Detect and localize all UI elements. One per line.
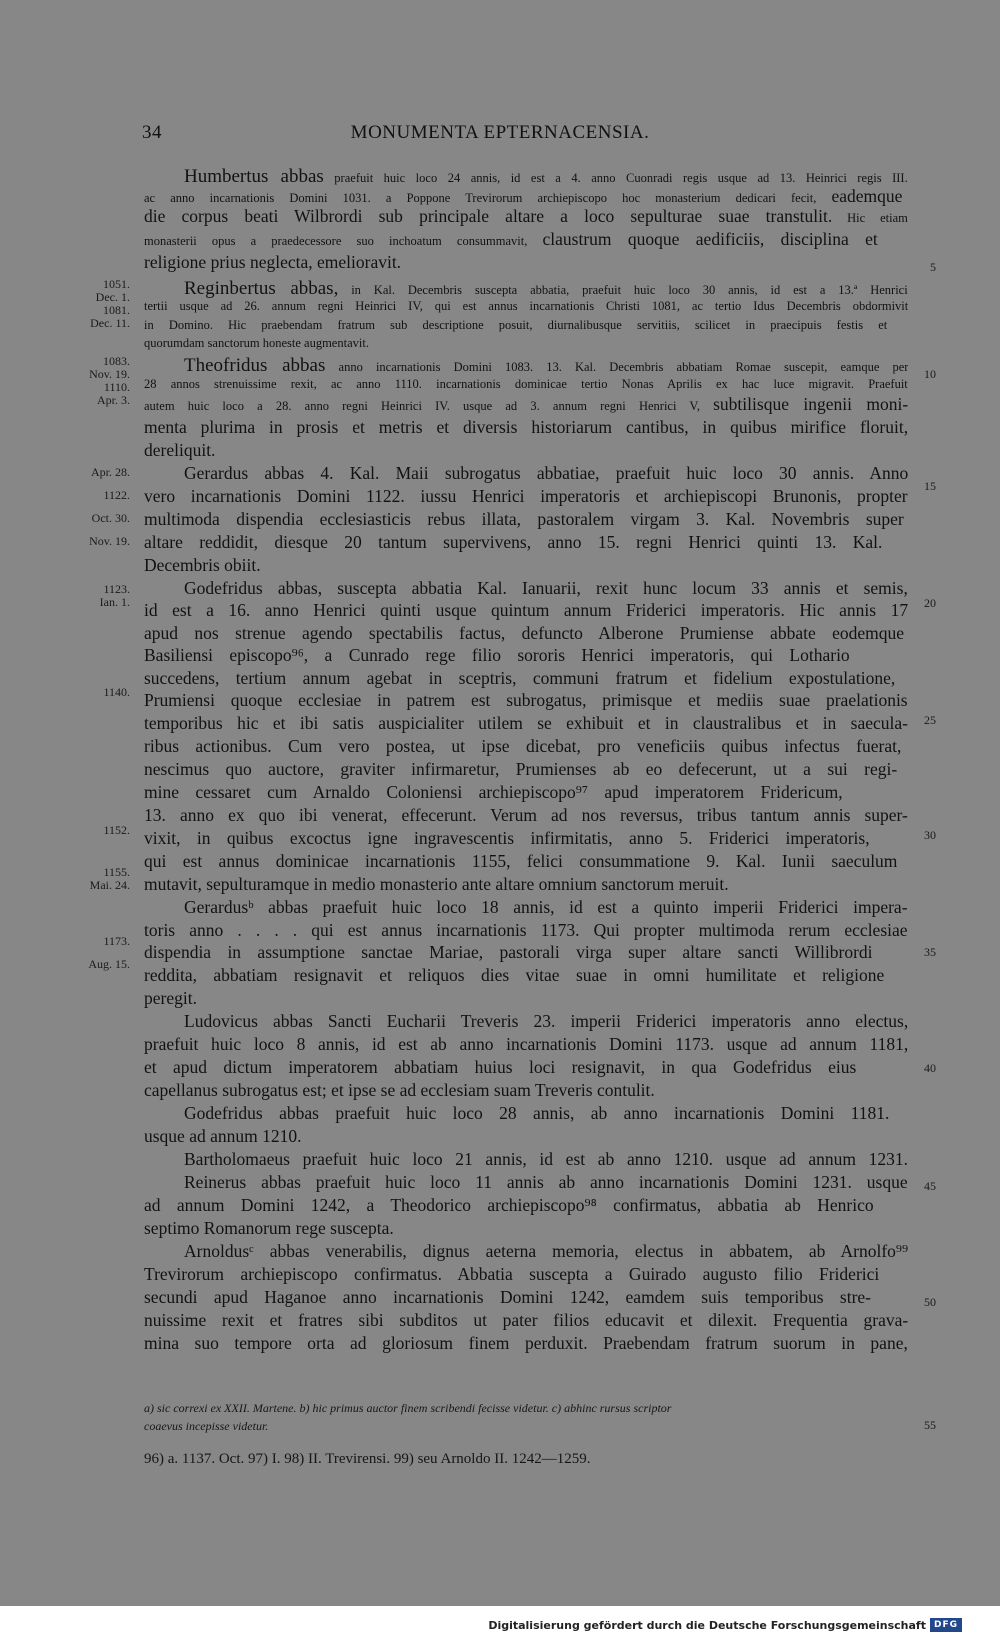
text-line <box>144 252 401 273</box>
text-line <box>144 486 908 507</box>
text-segment: septimo Romanorum rege suscepta. <box>144 1218 394 1238</box>
text-segment: Godefridus abbas praefuit huic loco 28 annis, ab anno incarnationis Domini 1181. <box>184 1103 890 1123</box>
text-line <box>144 600 908 621</box>
text-segment: 28 annos strenuissime rexit, ac anno 1110. incarnationis dominicae tertio Nonas Aprilis ex hac luce migravit. Praefuit <box>144 377 908 391</box>
text-line <box>144 713 908 734</box>
text-segment: Hic etiam <box>832 211 908 225</box>
text-segment: ac anno incarnationis Domini 1031. a Poppone Trevirorum archiepiscopo hoc monasterium dedicari fecit, <box>144 191 832 205</box>
text-segment: tertii usque ad 26. annum regni Heinrici IV, qui est annus incarnationis Christi 1081, ac tertio Idus Decembris obdormivit <box>144 299 909 313</box>
text-segment: reddita, abbatiam resignavit et reliquos dies vitae suae in omni humilitate et religione <box>144 965 885 985</box>
line-number: 40 <box>924 1061 936 1075</box>
text-segment: praefuit huic loco 8 annis, id est ab anno incarnationis Domini 1173. usque ad annum 1181, <box>144 1034 909 1054</box>
text-line <box>184 1011 908 1032</box>
text-line <box>184 1149 908 1170</box>
text-line <box>144 736 901 757</box>
text-segment: succedens, tertium annum agebat in sceptris, communi fratrum et fidelium expostulatione, <box>144 668 896 688</box>
text-segment: ad annum Domini 1242, a Theodorico archiepiscopo⁹⁸ confirmatus, abbatia ab Henrico <box>144 1195 874 1215</box>
text-line <box>184 1103 889 1124</box>
text-line <box>144 509 904 530</box>
text-segment: mine cessaret cum Arnaldo Coloniensi archiepiscopo⁹⁷ apud imperatorem Fridericum, <box>144 782 843 802</box>
text-line <box>144 1057 856 1078</box>
text-line <box>144 1310 908 1331</box>
text-line <box>144 375 908 393</box>
margin-date: 1123. Ian. 1. <box>99 582 130 609</box>
text-segment: in Domino. Hic praebendam fratrum sub descriptione posuit, diurnalibusque servitiis, scilicet in praecipuis festis et <box>144 318 888 332</box>
text-segment: Arnoldusᶜ abbas venerabilis, dignus aeterna memoria, electus in abbatem, ab Arnolfo⁹⁹ <box>184 1241 909 1261</box>
margin-date: 1083. Nov. 19. 1110. Apr. 3. <box>89 354 130 407</box>
text-segment: altare reddidit, diesque 20 tantum supervivens, anno 15. regni Henrici quinti 13. Kal. <box>144 532 883 552</box>
text-line <box>144 1034 908 1055</box>
text-line <box>144 988 197 1009</box>
text-line <box>144 1333 908 1354</box>
credit-bar <box>488 1614 962 1636</box>
text-line <box>144 1287 871 1308</box>
text-segment: Gerardusᵇ abbas praefuit huic loco 18 annis, id est a quinto imperii Friderici impera- <box>184 897 908 917</box>
text-segment: Ludovicus abbas Sancti Eucharii Treveris 23. imperii Friderici imperatoris anno electus, <box>184 1011 909 1031</box>
text-line <box>144 668 895 689</box>
text-segment: ribus actionibus. Cum vero postea, ut ipse dicebat, pro veneficiis quibus infectus fuerat, <box>144 736 902 756</box>
text-segment: Trevirorum archiepiscopo confirmatus. Abbatia suscepta a Guirado augusto filio Friderici <box>144 1264 880 1284</box>
text-segment: subtilisque ingenii moni- <box>713 394 909 414</box>
text-segment: vixit, in quibus excoctus igne ingravescentis infirmitatis, anno 5. Friderici imperatoris, <box>144 828 870 848</box>
text-segment: quorumdam sanctorum honeste augmentavit. <box>144 336 369 350</box>
text-segment: toris anno . . . . qui est annus incarnationis 1173. Qui propter multimoda rerum ecclesiae <box>144 920 908 940</box>
margin-date: Oct. 30. <box>91 511 130 525</box>
text-segment: vero incarnationis Domini 1122. iussu Henrici imperatoris et archiepiscopi Brunonis, propter <box>144 486 908 506</box>
text-line <box>184 897 908 918</box>
text-segment: nuissime rexit et fratres sibi subditos ut pater filios educavit et dilexit. Frequentia grava- <box>144 1310 909 1330</box>
text-line <box>184 578 908 599</box>
text-line <box>144 440 215 461</box>
text-segment: 13. anno ex quo ibi venerat, effecerunt. Verum ad nos reversus, tribus tantum annis super- <box>144 805 908 825</box>
page-title: MONUMENTA EPTERNACENSIA. <box>350 122 650 143</box>
margin-date: 1140. <box>103 685 130 699</box>
text-segment: Decembris obiit. <box>144 555 261 575</box>
text-segment: dereliquit. <box>144 440 216 460</box>
text-line <box>144 851 897 872</box>
text-segment: religione prius neglecta, emelioravit. <box>144 252 402 272</box>
margin-date: Aug. 15. <box>88 957 130 971</box>
endnotes: 96) a. 1137. Oct. 97) I. 98) II. Trevirensi. 99) seu Arnoldo II. 1242—1259. <box>144 1451 591 1467</box>
text-line <box>184 463 908 484</box>
text-line <box>144 206 908 227</box>
text-line <box>144 805 908 826</box>
footnote-line: a) sic correxi ex XXII. Martene. b) hic primus auctor finem scribendi fecisse videtur. c) abhinc rursus scriptor <box>144 1401 672 1415</box>
text-line <box>144 297 908 315</box>
text-line <box>144 417 908 438</box>
line-number: 50 <box>924 1295 936 1309</box>
text-segment: eademque <box>831 186 903 206</box>
text-line <box>184 355 908 377</box>
text-line <box>184 1172 908 1193</box>
text-line <box>144 623 904 644</box>
text-segment: nescimus quo auctore, graviter infirmaretur, Prumienses ab eo defecerunt, ut a sui regi- <box>144 759 898 779</box>
text-segment: dispendia in assumptione sanctae Mariae, pastorali virga super altare sancti Willibrordi <box>144 942 873 962</box>
line-number: 30 <box>924 828 936 842</box>
text-line <box>144 645 850 666</box>
text-line <box>144 1080 655 1101</box>
text-segment: peregit. <box>144 988 197 1008</box>
text-line <box>144 965 884 986</box>
text-segment: et apud dictum imperatorem abbatiam huius loci resignavit, in qua Godefridus eius <box>144 1057 857 1077</box>
text-line <box>144 229 878 250</box>
credit-text: Digitalisierung gefördert durch die Deutsche Forschungsgemeinschaft <box>488 1618 926 1632</box>
margin-date: 1152. <box>103 823 130 837</box>
text-segment: mina suo tempore orta ad gloriosum finem perduxit. Praebendam fratrum suorum in pane, <box>144 1333 908 1353</box>
margin-date: 1122. <box>103 488 130 502</box>
text-line <box>144 874 729 895</box>
text-line <box>184 1241 908 1262</box>
text-segment: Theofridus abbas <box>184 355 326 376</box>
text-segment: Prumiensi quoque ecclesiae in patrem est subrogatus, primisque et mediis suae praelationis <box>144 690 908 710</box>
text-segment: die corpus beati Wilbrordi sub principale altare a loco sepulturae suae transtulit. <box>144 206 833 226</box>
text-segment: mutavit, sepulturamque in medio monasterio ante altare omnium sanctorum meruit. <box>144 874 729 894</box>
text-line <box>144 555 261 576</box>
text-segment: in Kal. Decembris suscepta abbatia, praefuit huic loco 30 annis, id est a 13.ª Henrici <box>338 283 908 297</box>
text-line <box>144 1264 879 1285</box>
text-segment: menta plurima in prosis et metris et diversis historiarum cantibus, in quibus mirifice floruit, <box>144 417 909 437</box>
text-line <box>144 334 369 352</box>
text-segment: praefuit huic loco 24 annis, id est a 4. anno Cuonradi regis usque ad 13. Heinrici regis III. <box>323 171 908 185</box>
text-segment: claustrum quoque aedificiis, disciplina et <box>542 229 878 249</box>
text-line <box>144 828 870 849</box>
text-line <box>144 1218 394 1239</box>
text-segment: Basiliensi episcopo⁹⁶, a Cunrado rege filio sororis Henrici imperatoris, qui Lothario <box>144 645 850 665</box>
text-segment: monasterii opus a praedecessore suo inchoatum consummavit, <box>144 234 543 248</box>
text-segment: Reinerus abbas praefuit huic loco 11 annis ab anno incarnationis Domini 1231. usque <box>184 1172 908 1192</box>
line-number: 20 <box>924 596 936 610</box>
text-segment: Humbertus abbas <box>184 166 324 187</box>
margin-date: 1173. <box>103 934 130 948</box>
text-segment: id est a 16. anno Henrici quinti usque quintum annum Friderici imperatoris. Hic annis 17 <box>144 600 909 620</box>
dfg-logo-icon: DFG <box>930 1618 962 1632</box>
line-number: 35 <box>924 945 936 959</box>
text-line <box>144 759 897 780</box>
text-line <box>144 920 908 941</box>
text-segment: multimoda dispendia ecclesiasticis rebus illata, pastoralem virgam 3. Kal. Novembris super <box>144 509 904 529</box>
footnote-line: coaevus incepisse videtur. <box>144 1419 269 1433</box>
text-line <box>144 186 902 207</box>
running-head <box>0 122 1000 146</box>
line-number: 15 <box>924 479 936 493</box>
text-line <box>184 166 908 188</box>
page-number: 34 <box>142 122 162 143</box>
margin-date: Nov. 19. <box>89 534 130 548</box>
text-line <box>144 782 843 803</box>
text-segment: Godefridus abbas, suscepta abbatia Kal. Ianuarii, rexit hunc locum 33 annis et semis, <box>184 578 908 598</box>
text-segment: autem huic loco a 28. anno regni Heinrici IV. usque ad 3. annum regni Henrici V, <box>144 399 714 413</box>
text-segment: usque ad annum 1210. <box>144 1126 302 1146</box>
text-line <box>144 690 908 711</box>
text-line <box>144 942 873 963</box>
margin-date: 1155. Mai. 24. <box>89 865 130 892</box>
line-number: 25 <box>924 713 936 727</box>
line-number: 55 <box>924 1418 936 1432</box>
text-line <box>144 1126 301 1147</box>
margin-date: 1051. Dec. 1. 1081. Dec. 11. <box>90 277 130 330</box>
text-segment: Gerardus abbas 4. Kal. Maii subrogatus abbatiae, praefuit huic loco 30 annis. Anno <box>184 463 909 483</box>
text-segment: anno incarnationis Domini 1083. 13. Kal. Decembris abbatiam Romae suscepit, eamque per <box>325 360 909 374</box>
text-line <box>144 532 882 553</box>
text-segment: Bartholomaeus praefuit huic loco 21 annis, id est ab anno 1210. usque ad annum 1231. <box>184 1149 908 1169</box>
text-line <box>144 394 908 415</box>
text-line <box>144 316 887 334</box>
line-number: 5 <box>930 260 936 274</box>
line-number: 45 <box>924 1179 936 1193</box>
text-segment: Reginbertus abbas, <box>184 278 339 299</box>
line-number: 10 <box>924 367 936 381</box>
text-line <box>144 1195 874 1216</box>
text-segment: qui est annus dominicae incarnationis 1155, felici consummatione 9. Kal. Iunii saeculum <box>144 851 898 871</box>
text-segment: temporibus hic et ibi satis auspicialiter utilem se exhibuit et in claustralibus et in saecula- <box>144 713 909 733</box>
text-segment: capellanus subrogatus est; et ipse se ad ecclesiam suam Treveris contulit. <box>144 1080 655 1100</box>
text-segment: secundi apud Haganoe anno incarnationis Domini 1242, eamdem suis temporibus stre- <box>144 1287 872 1307</box>
margin-date: Apr. 28. <box>91 465 130 479</box>
text-segment: apud nos strenue agendo spectabilis factus, defuncto Alberone Prumiense abbate eodemque <box>144 623 905 643</box>
